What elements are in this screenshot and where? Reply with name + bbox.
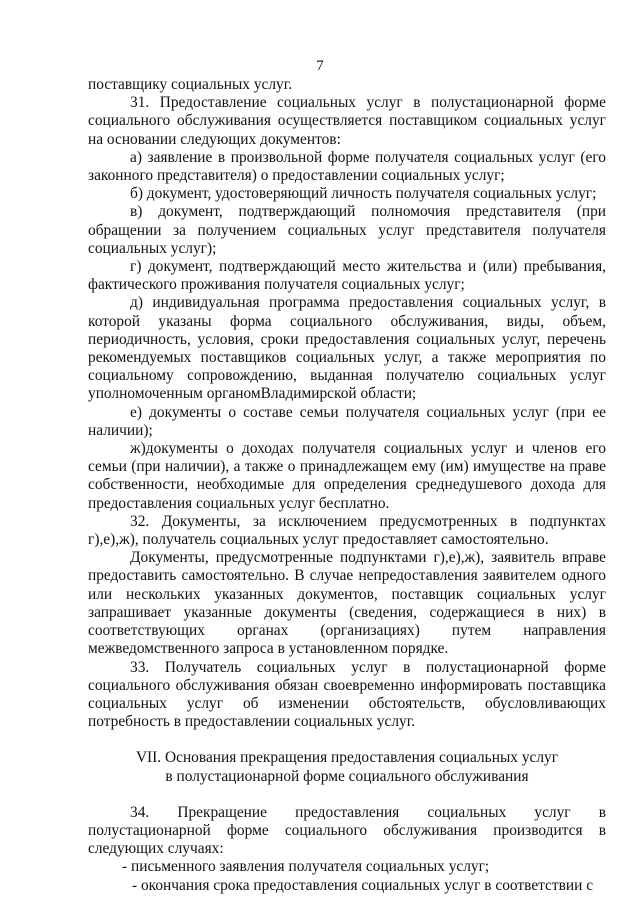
page-number: 7 bbox=[316, 58, 324, 74]
paragraph-33: 33. Получатель социальных услуг в полустационарной форме социального обслуживания обязан своевременно информировать поставщика социальных услуг об изменении обстоятельств, обусловливающих потребность в предоставлении социальных услуг. bbox=[88, 658, 606, 731]
case-item: - письменного заявления получателя социальных услуг; bbox=[122, 858, 490, 876]
paragraph-32-continued: Документы, предусмотренные подпунктами г),е),ж), заявитель вправе предоставить самостоятельно. В случае непредоставления заявителем одного или нескольких указанных документов, поставщик социальных услуг запрашивает указанные документы (сведения, содержащиеся в них) в соответствующих органах (организациях) путем направления межведомственного запроса в установленном порядке. bbox=[88, 549, 606, 658]
section-heading-line-1: VII. Основания прекращения предоставления социальных услуг bbox=[135, 749, 559, 767]
item-d: д) индивидуальная программа предоставления социальных услуг, в которой указаны форма социального обслуживания, виды, объем, периодичность, условия, сроки предоставления социальных услуг, перечень рекомендуемых поставщиков социальных услуг, а также мероприятия по социальному сопровождению, выданная получателю социальных услуг уполномоченным органомВладимирской области; bbox=[88, 294, 606, 403]
document-body bbox=[88, 76, 606, 895]
item-b: б) документ, удостоверяющий личность получателя социальных услуг; bbox=[130, 185, 597, 203]
item-g: г) документ, подтверждающий место жительства и (или) пребывания, фактического проживания получателя социальных услуг; bbox=[88, 258, 606, 294]
item-v: в) документ, подтверждающий полномочия представителя (при обращении за получением социальных услуг представителя получателя социальных услуг); bbox=[88, 203, 606, 257]
item-zh: ж)документы о доходах получателя социальных услуг и членов его семьи (при наличии), а также о принадлежащем ему (им) имуществе на праве собственности, необходимые для определения среднедушевого дохода для предоставления социальных услуг бесплатно. bbox=[88, 440, 606, 512]
item-a: а) заявление в произвольной форме получателя социальных услуг (его законного представителя) о предоставлении социальных услуг; bbox=[88, 148, 606, 185]
section-heading-line-2: в полустационарной форме социального обслуживания bbox=[165, 767, 529, 785]
paragraph-34: 34. Прекращение предоставления социальных услуг в полустационарной форме социального обслуживания производится в следующих случаях: bbox=[88, 803, 606, 858]
paragraph-continuation: поставщику социальных услуг. bbox=[88, 76, 293, 93]
case-item: - окончания срока предоставления социальных услуг в соответствии с bbox=[132, 876, 594, 894]
paragraph-32: 32. Документы, за исключением предусмотренных в подпунктах г),е),ж), получатель социальных услуг предоставляет самостоятельно. bbox=[88, 512, 606, 549]
item-e: е) документы о составе семьи получателя социальных услуг (при ее наличии); bbox=[88, 403, 606, 439]
paragraph-31: 31. Предоставление социальных услуг в полустационарной форме социального обслуживания осуществляется поставщиком социальных услуг на основании следующих документов: bbox=[88, 94, 606, 148]
